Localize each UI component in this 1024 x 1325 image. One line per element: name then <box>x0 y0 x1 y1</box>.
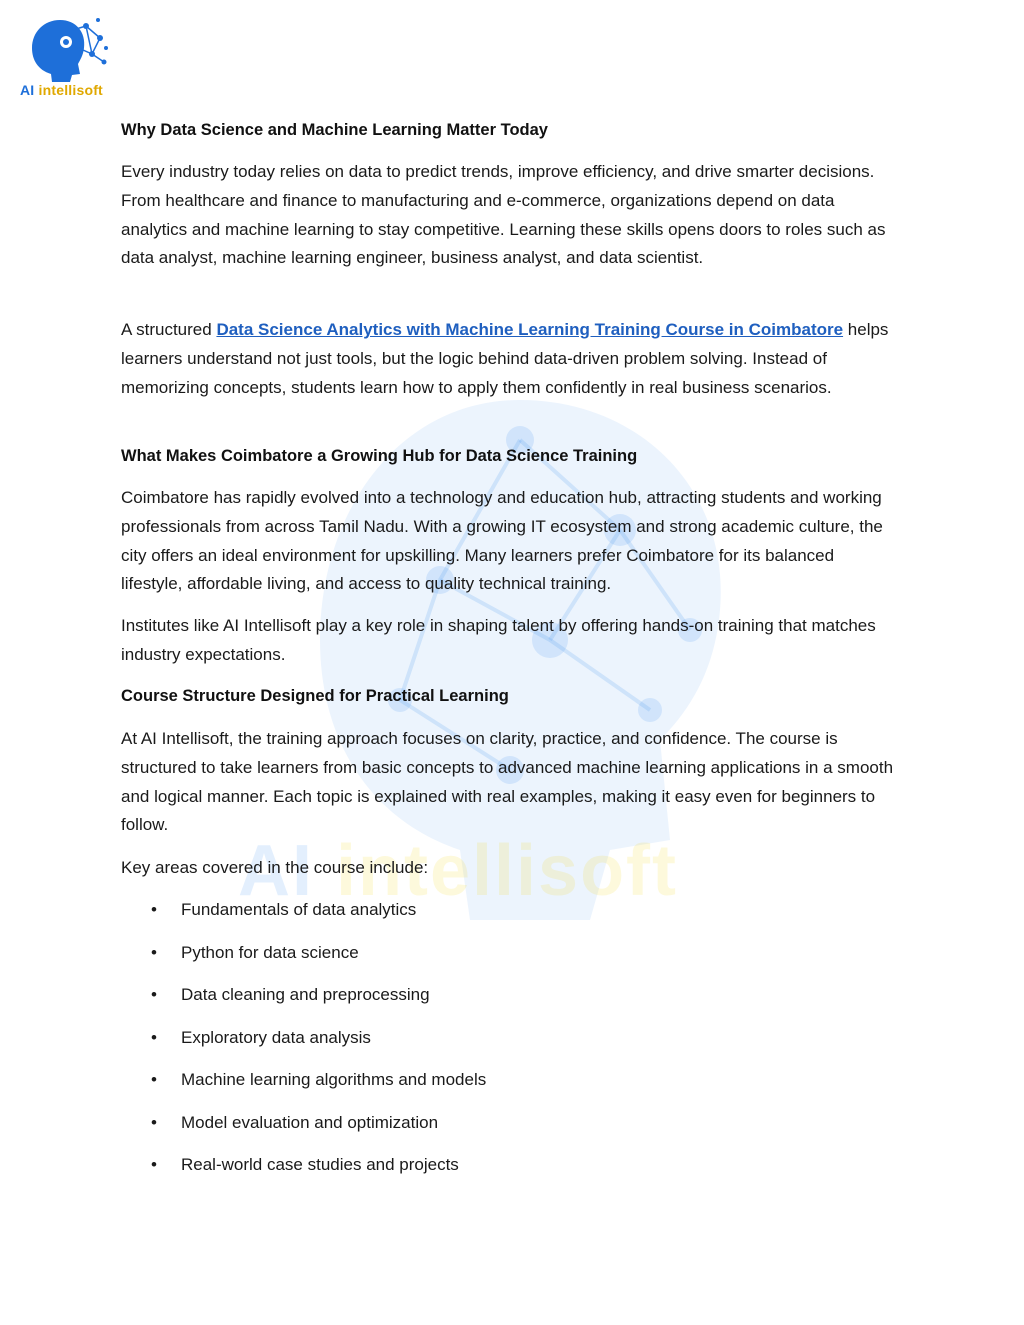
paragraph-why-2: A structured Data Science Analytics with Machine Learning Training Course in Coimbatore helps learners understand not just tools, but the logic behind data-driven problem solving. Instead of memorizing concepts, students learn how to apply them confidently in real business scenarios. <box>121 320 889 397</box>
section-heading-why: Why Data Science and Machine Learning Matter Today <box>121 121 548 139</box>
list-item: • Data cleaning and preprocessing <box>151 981 486 1024</box>
list-item: • Python for data science <box>151 939 486 982</box>
paragraph-coimbatore-2: Institutes like AI Intellisoft play a key role in shaping talent by offering hands-on training that matches industry expectations. <box>121 616 876 664</box>
watermark-text: AI intellisoft <box>238 831 679 911</box>
list-item: • Machine learning algorithms and models <box>151 1066 486 1109</box>
brand-name: AI intellisoft <box>20 82 103 98</box>
list-item: • Real-world case studies and projects <box>151 1151 486 1194</box>
paragraph-course-2: Key areas covered in the course include: <box>121 858 429 877</box>
list-item: • Fundamentals of data analytics <box>151 896 486 939</box>
list-item: • Model evaluation and optimization <box>151 1109 486 1152</box>
paragraph-coimbatore-1: Coimbatore has rapidly evolved into a technology and education hub, attracting students and working professionals from across Tamil Nadu. With a growing IT ecosystem and strong academic culture, the city offers an ideal environment for upskilling. Many learners prefer Coimbatore for its balanced lifestyle, affordable living, and access to quality technical training. <box>121 488 883 594</box>
paragraph-course-1: At AI Intellisoft, the training approach focuses on clarity, practice, and confidence. The course is structured to take learners from basic concepts to advanced machine learning applications in a smooth and logical manner. Each topic is explained with real examples, making it easy even for beginners to follow. <box>121 729 894 835</box>
list-item: • Exploratory data analysis <box>151 1024 486 1067</box>
course-link[interactable]: Data Science Analytics with Machine Learning Training Course in Coimbatore <box>216 320 844 339</box>
section-heading-coimbatore: What Makes Coimbatore a Growing Hub for Data Science Training <box>121 447 638 465</box>
paragraph-why-1: Every industry today relies on data to predict trends, improve efficiency, and drive smarter decisions. From healthcare and finance to manufacturing and e-commerce, organizations depend on data analytics and machine learning to stay competitive. Learning these skills opens doors to roles such as data analyst, machine learning engineer, business analyst, and data scientist. <box>121 162 886 268</box>
course-topics-list <box>151 896 486 1194</box>
section-heading-course: Course Structure Designed for Practical Learning <box>121 687 509 705</box>
